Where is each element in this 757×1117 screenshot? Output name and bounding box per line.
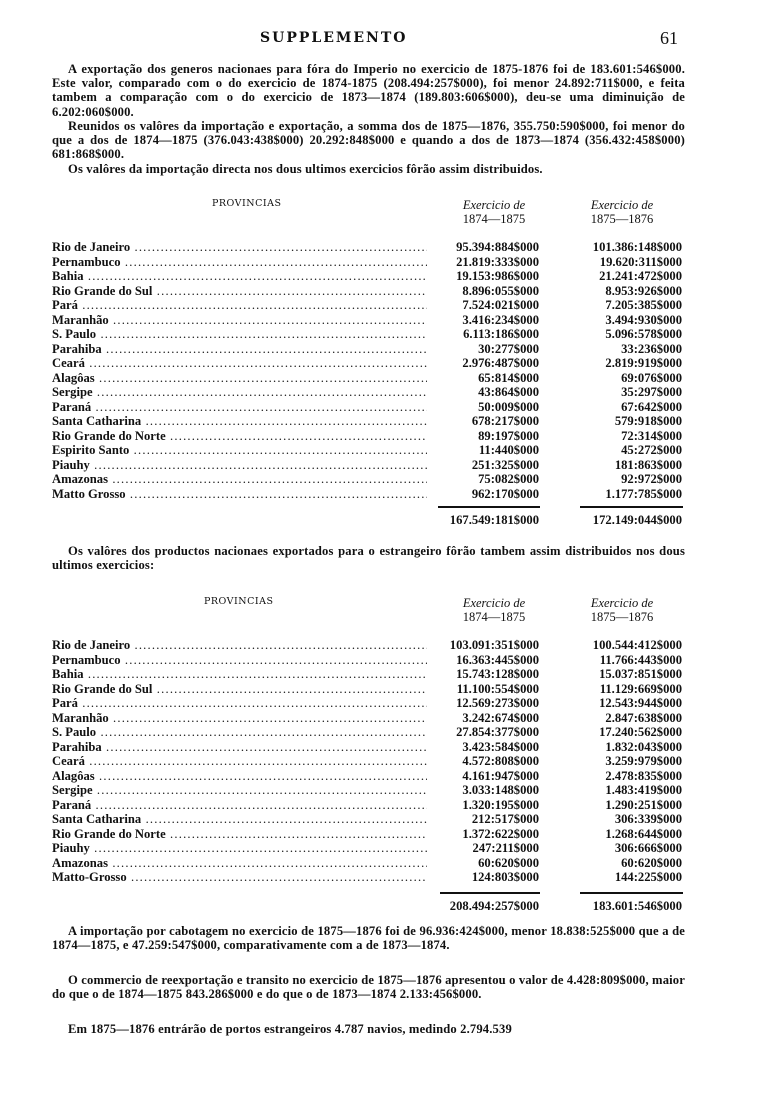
header-provincias: PROVINCIAS [204, 596, 274, 607]
table-row [52, 754, 685, 769]
paragraph-text: O commercio de reexportação e transito no exercicio de 1875—1876 apresentou o valor de 4.428:809$000, maior do que o de 1874—1875 843.286$000 e do que o de 1873—1874 2.133:456$000. [52, 973, 685, 1002]
value-1874-1875: 3.242:674$000 [462, 710, 539, 725]
value-1874-1875: 50:009$000 [478, 399, 539, 414]
province-name: Matto-Grosso ..... [52, 870, 427, 885]
table-header [52, 596, 685, 638]
value-1874-1875: 65:814$000 [478, 370, 539, 385]
value-1875-1876: 1.268:644$000 [605, 826, 682, 841]
table-body [52, 638, 685, 885]
paragraph-reexport-transit [52, 973, 685, 1001]
table-row [52, 725, 685, 740]
value-1874-1875: 3.033:148$000 [462, 783, 539, 797]
province-name: Rio de Janeiro ..... [52, 240, 427, 255]
value-1875-1876: 67:642$000 [621, 399, 682, 414]
province-name: Rio Grande do Norte ..... [52, 429, 427, 444]
table-row [52, 429, 685, 444]
table-row [52, 740, 685, 755]
paragraph-ships-entered [52, 1022, 685, 1036]
header-label: Exercicio de [590, 596, 654, 610]
value-1875-1876: 579:918$000 [614, 414, 682, 428]
header-provincias: PROVINCIAS [212, 198, 282, 209]
table-row [52, 827, 685, 842]
total-rule-1 [440, 892, 540, 894]
province-name: Pernambuco ..... [52, 653, 427, 668]
table-row [52, 667, 685, 682]
value-1875-1876: 144:225$000 [614, 870, 682, 884]
province-name: Piauhy ..... [52, 841, 427, 856]
value-1874-1875: 19.153:986$000 [456, 269, 539, 283]
province-name: Paraná ..... [52, 798, 427, 813]
table-row [52, 313, 685, 328]
header-label: Exercicio de [462, 596, 526, 610]
value-1874-1875: 15.743:128$000 [456, 667, 539, 681]
total-rule-2 [580, 892, 683, 894]
value-1875-1876: 1.832:043$000 [605, 739, 682, 754]
table-row [52, 342, 685, 357]
province-name: Rio Grande do Norte ..... [52, 827, 427, 842]
province-name: Piauhy ..... [52, 458, 427, 473]
header-years: 1874—1875 [462, 610, 526, 624]
table-row [52, 371, 685, 386]
value-1874-1875: 1.372:622$000 [462, 826, 539, 841]
header-col-1874-1875 [434, 596, 554, 624]
value-1874-1875: 3.416:234$000 [462, 312, 539, 327]
table-row [52, 653, 685, 668]
value-1874-1875: 43:864$000 [478, 385, 539, 399]
value-1874-1875: 21.819:333$000 [456, 254, 539, 269]
value-1875-1876: 33:236$000 [621, 341, 682, 356]
table-row [52, 812, 685, 827]
table-row [52, 696, 685, 711]
province-name: Pará ..... [52, 696, 427, 711]
province-name: Santa Catharina ..... [52, 414, 427, 429]
table-row [52, 870, 685, 885]
total-rule-row [52, 885, 685, 897]
value-1874-1875: 27.854:377$000 [456, 725, 539, 739]
total-1874-1875: 208.494:257$000 [449, 898, 539, 913]
value-1874-1875: 11:440$000 [478, 443, 539, 457]
value-1875-1876: 2.819:919$000 [605, 356, 682, 370]
province-name: Rio de Janeiro ..... [52, 638, 427, 653]
table-exports [52, 596, 685, 915]
value-1875-1876: 8.953:926$000 [605, 283, 682, 298]
province-name: Bahia ..... [52, 667, 427, 682]
value-1874-1875: 962:170$000 [471, 486, 539, 501]
total-rule-row [52, 501, 685, 511]
table-total-row [52, 897, 685, 915]
value-1875-1876: 1.177:785$000 [605, 486, 682, 501]
value-1875-1876: 100.544:412$000 [592, 638, 682, 652]
province-name: Ceará ..... [52, 754, 427, 769]
province-name: Pará ..... [52, 298, 427, 313]
table-row [52, 284, 685, 299]
table-row [52, 458, 685, 473]
province-name: Amazonas ..... [52, 856, 427, 871]
value-1875-1876: 60:620$000 [621, 855, 682, 870]
province-name: Espirito Santo ..... [52, 443, 427, 458]
province-name: Rio Grande do Sul ..... [52, 682, 427, 697]
header-years: 1875—1876 [590, 212, 654, 226]
total-1875-1876: 183.601:546$000 [592, 898, 682, 913]
table-row [52, 385, 685, 400]
running-head-title: SUPPLEMENTO [260, 30, 408, 46]
paragraph-cabotage-import [52, 924, 685, 952]
value-1874-1875: 247:211$000 [472, 841, 539, 855]
value-1874-1875: 4.572:808$000 [462, 754, 539, 768]
paragraph-text: Os valôres da importação directa nos dous ultimos exercicios fôrão assim distribuidos. [68, 162, 543, 176]
page-number: 61 [660, 28, 678, 48]
table-row [52, 487, 685, 502]
value-1875-1876: 3.259:979$000 [605, 754, 682, 768]
province-name: Pernambuco ..... [52, 255, 427, 270]
table-row [52, 769, 685, 784]
value-1875-1876: 306:666$000 [614, 841, 682, 855]
value-1874-1875: 4.161:947$000 [462, 768, 539, 783]
value-1875-1876: 1.483:419$000 [605, 783, 682, 797]
value-1874-1875: 678:217$000 [471, 414, 539, 428]
province-name: S. Paulo ..... [52, 327, 427, 342]
table-row [52, 443, 685, 458]
header-col-1874-1875 [434, 198, 554, 226]
paragraph-combined-values [52, 119, 685, 162]
province-name: Bahia ..... [52, 269, 427, 284]
value-1874-1875: 212:517$000 [471, 812, 539, 826]
province-name: Alagôas ..... [52, 371, 427, 386]
province-name: Maranhão ..... [52, 313, 427, 328]
value-1875-1876: 3.494:930$000 [605, 312, 682, 327]
page-header [0, 30, 757, 52]
table-row [52, 298, 685, 313]
header-col-1875-1876 [562, 198, 682, 226]
value-1875-1876: 17.240:562$000 [599, 725, 682, 739]
province-name: Alagôas ..... [52, 769, 427, 784]
table-row [52, 356, 685, 371]
value-1874-1875: 103.091:351$000 [449, 638, 539, 652]
table-total-row [52, 511, 685, 529]
value-1874-1875: 30:277$000 [478, 341, 539, 356]
paragraph-import-intro [52, 162, 685, 176]
table-row [52, 400, 685, 415]
value-1875-1876: 7.205:385$000 [605, 298, 682, 312]
value-1874-1875: 3.423:584$000 [462, 739, 539, 754]
table-body [52, 240, 685, 501]
value-1875-1876: 11.129:669$000 [599, 681, 682, 696]
value-1874-1875: 7.524:021$000 [462, 298, 539, 312]
paragraph-text: Os valôres dos productos nacionaes exportados para o estrangeiro fôrão tambem assim distribuidos nos dous ultimos exercicios: [52, 544, 685, 573]
table-direct-import [52, 198, 685, 529]
value-1875-1876: 19.620:311$000 [599, 254, 682, 269]
paragraph-text: Em 1875—1876 entrárão de portos estrangeiros 4.787 navios, medindo 2.794.539 [68, 1022, 512, 1036]
province-name: Sergipe ..... [52, 783, 427, 798]
table-row [52, 327, 685, 342]
table-row [52, 798, 685, 813]
value-1874-1875: 12.569:273$000 [456, 696, 539, 710]
province-name: Maranhão ..... [52, 711, 427, 726]
province-name: Paraná ..... [52, 400, 427, 415]
table-row [52, 269, 685, 284]
value-1875-1876: 5.096:578$000 [605, 327, 682, 341]
value-1875-1876: 1.290:251$000 [605, 797, 682, 812]
value-1874-1875: 11.100:554$000 [456, 681, 539, 696]
table-header [52, 198, 685, 240]
value-1874-1875: 8.896:055$000 [462, 283, 539, 298]
province-name: Amazonas ..... [52, 472, 427, 487]
value-1875-1876: 92:972$000 [621, 472, 682, 486]
paragraph-text: A importação por cabotagem no exercicio de 1875—1876 foi de 96.936:424$000, menor 18.838:525$000 que a de 1874—1875, e 47.259:547$000, comparativamente com a de 1873—1874. [52, 924, 685, 953]
province-name: Santa Catharina ..... [52, 812, 427, 827]
value-1874-1875: 124:803$000 [471, 870, 539, 884]
table-row [52, 711, 685, 726]
province-name: S. Paulo ..... [52, 725, 427, 740]
value-1874-1875: 89:197$000 [478, 428, 539, 443]
table-row [52, 240, 685, 255]
paragraph-exportation-summary [52, 62, 685, 119]
value-1875-1876: 45:272$000 [621, 443, 682, 457]
value-1875-1876: 72:314$000 [621, 428, 682, 443]
value-1875-1876: 101.386:148$000 [592, 240, 682, 254]
total-1875-1876: 172.149:044$000 [592, 513, 682, 527]
value-1875-1876: 11.766:443$000 [599, 652, 682, 667]
province-name: Matto Grosso ..... [52, 487, 427, 502]
value-1874-1875: 1.320:195$000 [462, 797, 539, 812]
table-row [52, 682, 685, 697]
value-1875-1876: 2.478:835$000 [605, 768, 682, 783]
table-row [52, 841, 685, 856]
table-row [52, 414, 685, 429]
province-name: Rio Grande do Sul ..... [52, 284, 427, 299]
value-1874-1875: 16.363:445$000 [456, 652, 539, 667]
table-row [52, 638, 685, 653]
value-1874-1875: 60:620$000 [478, 855, 539, 870]
value-1875-1876: 2.847:638$000 [605, 710, 682, 725]
value-1874-1875: 2.976:487$000 [462, 356, 539, 370]
table-row [52, 472, 685, 487]
value-1875-1876: 12.543:944$000 [599, 696, 682, 710]
value-1875-1876: 15.037:851$000 [599, 667, 682, 681]
value-1875-1876: 35:297$000 [621, 385, 682, 399]
value-1875-1876: 21.241:472$000 [599, 269, 682, 283]
value-1875-1876: 69:076$000 [621, 370, 682, 385]
paragraph-export-intro [52, 544, 685, 572]
value-1874-1875: 6.113:186$000 [463, 327, 539, 341]
paragraph-text: Reunidos os valôres da importação e exportação, a somma dos de 1875—1876, 355.750:590$000, foi menor do que a dos de 1874—1875 (376.043:438$000) 20.292:848$000 e quando a dos de 1873—1874 (356.432:458$000) 681:868$000. [52, 119, 685, 162]
header-label: Exercicio de [590, 198, 654, 212]
value-1875-1876: 181:863$000 [614, 457, 682, 472]
table-row [52, 255, 685, 270]
province-name: Parahiba ..... [52, 740, 427, 755]
value-1874-1875: 75:082$000 [478, 472, 539, 486]
province-name: Ceará ..... [52, 356, 427, 371]
header-years: 1874—1875 [462, 212, 526, 226]
header-years: 1875—1876 [590, 610, 654, 624]
total-rule-2 [580, 506, 683, 508]
value-1874-1875: 95.394:884$000 [456, 240, 539, 254]
province-name: Parahiba ..... [52, 342, 427, 357]
table-row [52, 856, 685, 871]
value-1874-1875: 251:325$000 [471, 457, 539, 472]
paragraph-text: A exportação dos generos nacionaes para fóra do Imperio no exercicio de 1875-1876 foi de 183.601:546$000. Este valor, comparado com o do exercicio de 1874-1875 (208.494:257$000), foi menor 24.892:711$000, e feita tambem a comparação com o do exercicio de 1873—1874 (189.803:606$000), deu-se uma diminuição de 6.202:060$000. [52, 62, 685, 119]
value-1875-1876: 306:339$000 [614, 812, 682, 826]
header-col-1875-1876 [562, 596, 682, 624]
table-row [52, 783, 685, 798]
province-name: Sergipe ..... [52, 385, 427, 400]
header-label: Exercicio de [462, 198, 526, 212]
total-1874-1875: 167.549:181$000 [449, 513, 539, 527]
total-rule-1 [438, 506, 540, 508]
